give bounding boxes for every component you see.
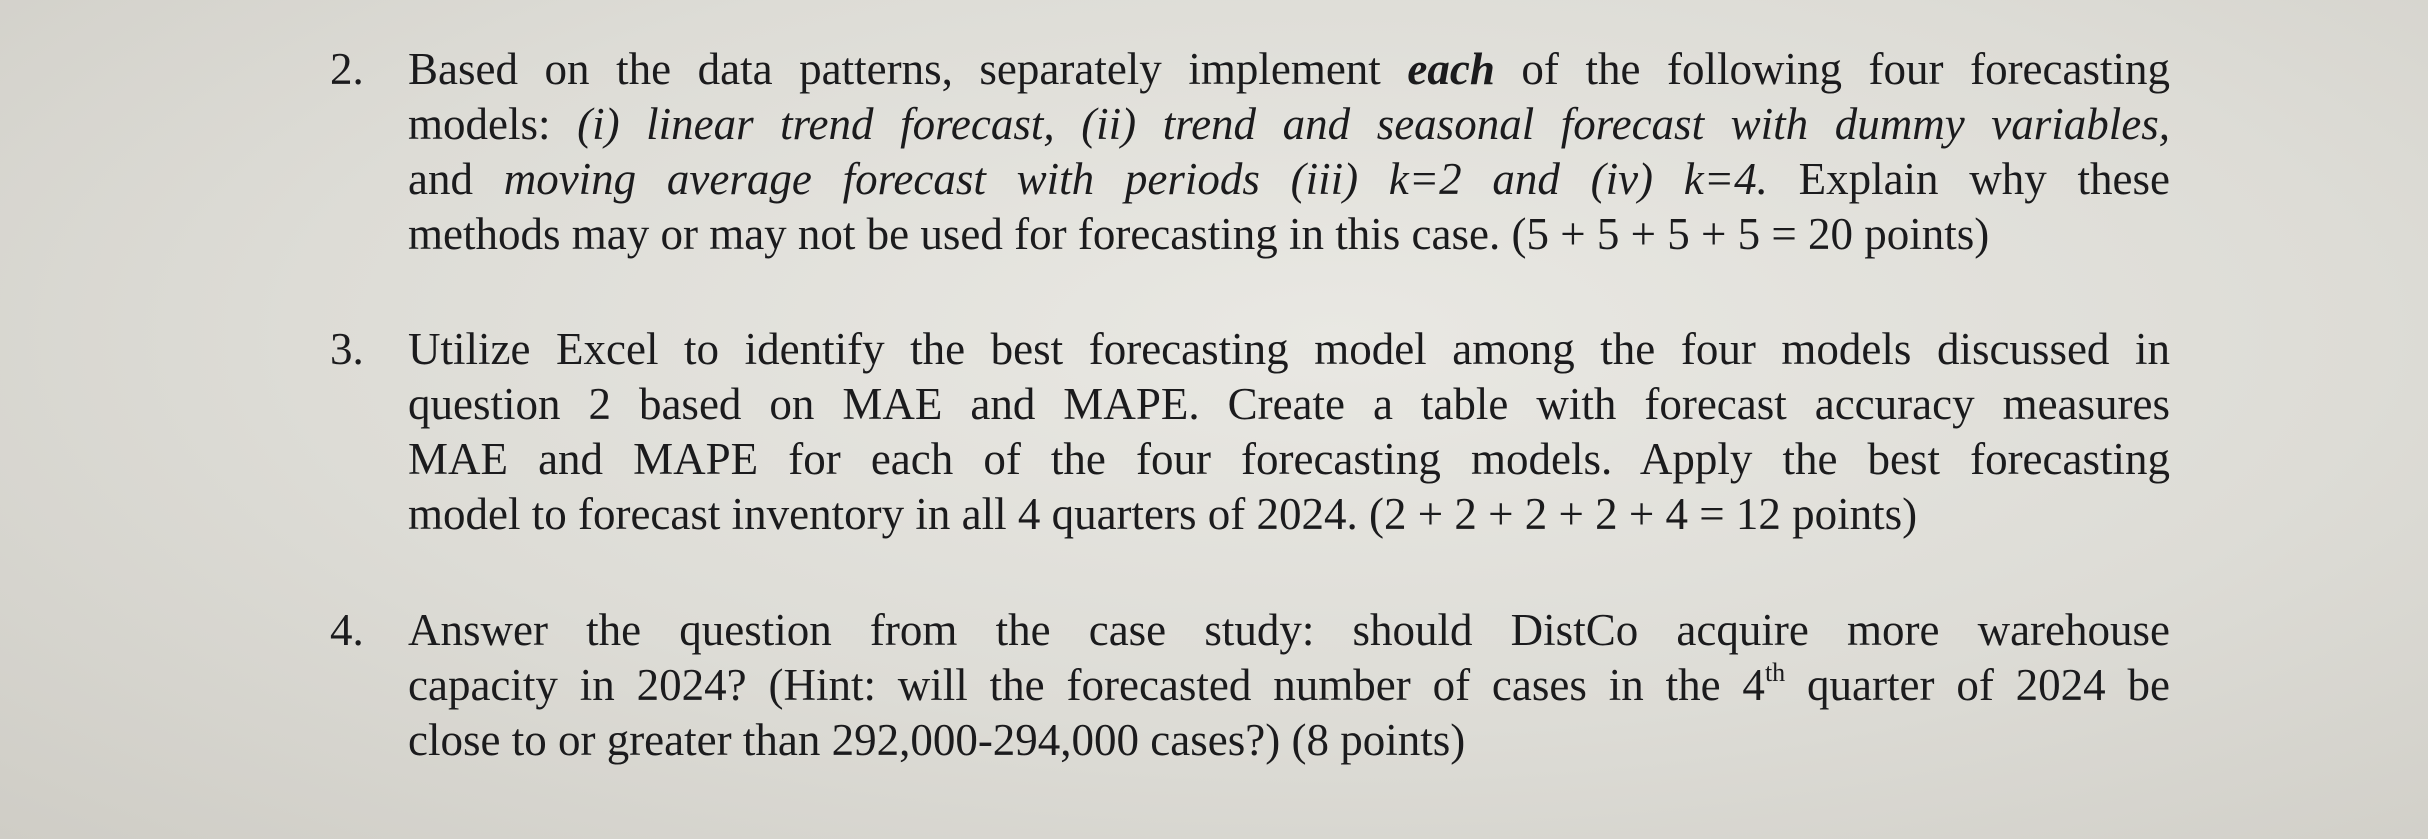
- text-line: and moving average forecast with periods (iii) k=2 and (iv) k=4. Explain why these: [408, 154, 2170, 204]
- superscript: th: [1764, 658, 1786, 687]
- text-line: Based on the data patterns, separately implement each of the following four forecasting: [408, 44, 2170, 94]
- text-line: Answer the question from the case study: should DistCo acquire more warehouse: [408, 605, 2170, 655]
- question-number: 2.: [330, 44, 364, 94]
- question-text: [408, 603, 2170, 768]
- text-line: Utilize Excel to identify the best forecasting model among the four models discussed in: [408, 324, 2170, 374]
- question-number: 4.: [330, 605, 364, 655]
- emphasis: moving average forecast with periods (iii) k=2 and (iv) k=4.: [503, 154, 1768, 204]
- text-line: methods may or may not be used for forecasting in this case. (5 + 5 + 5 + 5 = 20 points): [408, 209, 1990, 259]
- text-line: models: (i) linear trend forecast, (ii) trend and seasonal forecast with dummy variables,: [408, 99, 2171, 149]
- text-line: question 2 based on MAE and MAPE. Create a table with forecast accuracy measures: [408, 379, 2170, 429]
- emphasis: (i) linear trend forecast, (ii) trend and seasonal forecast with dummy variables,: [577, 99, 2171, 149]
- question-number: 3.: [330, 324, 364, 374]
- text-line: model to forecast inventory in all 4 quarters of 2024. (2 + 2 + 2 + 2 + 4 = 12 points): [408, 489, 1918, 539]
- question-text: [408, 322, 2170, 542]
- text-line: close to or greater than 292,000-294,000 cases?) (8 points): [408, 715, 1466, 765]
- emphasis: each: [1407, 44, 1495, 94]
- text-line: capacity in 2024? (Hint: will the forecasted number of cases in the 4th quarter of 2024 be: [408, 658, 2170, 710]
- text-line: MAE and MAPE for each of the four forecasting models. Apply the best forecasting: [408, 434, 2170, 484]
- question-text: [408, 42, 2170, 262]
